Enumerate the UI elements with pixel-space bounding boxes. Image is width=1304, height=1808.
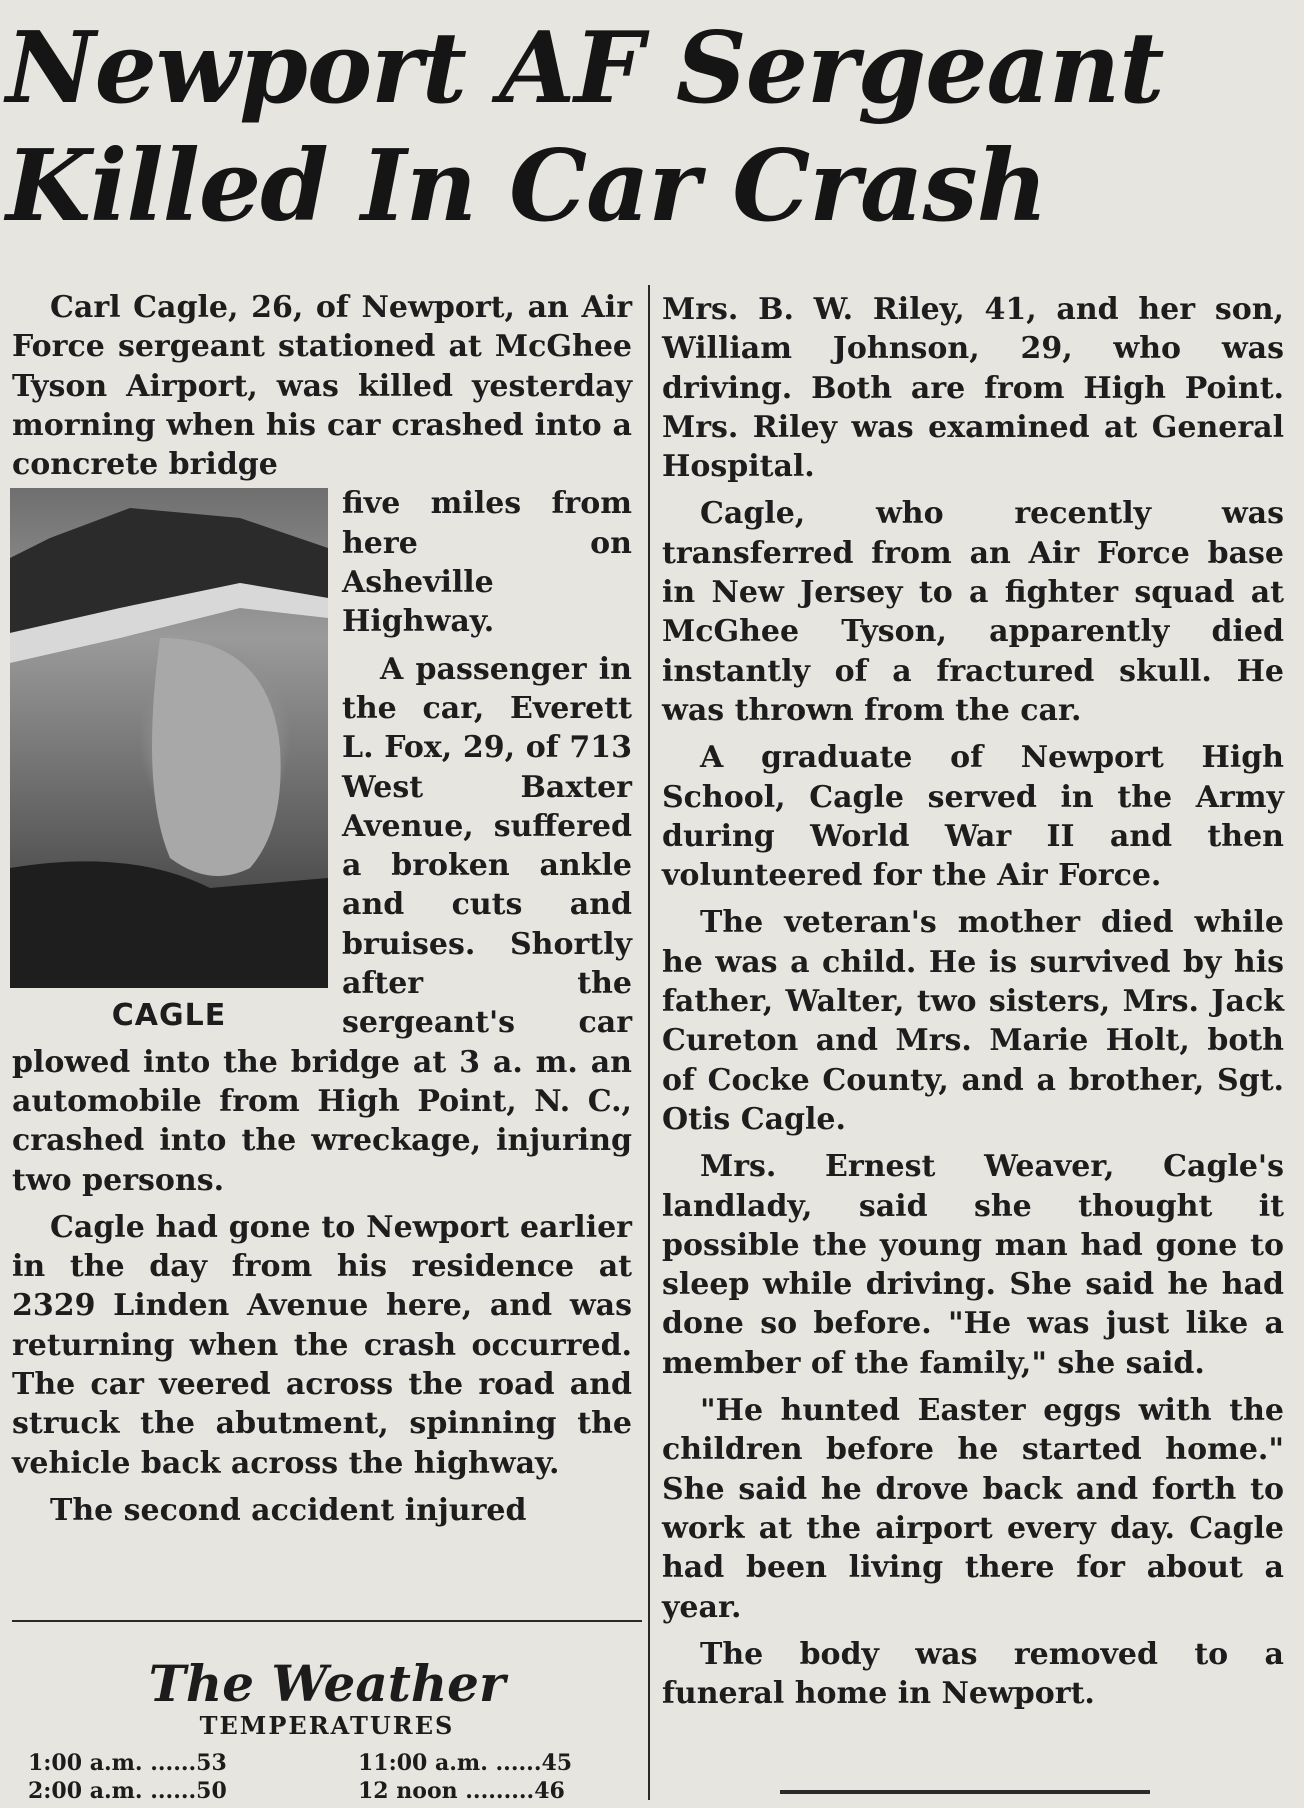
cagle-photo	[10, 488, 328, 1034]
column-divider	[648, 285, 650, 1800]
paragraph-passenger: A passenger in the car, Everett L. Fox, 29, of 713 West Baxter Avenue, suffered a broken ankle and cuts and bruises. Shortly after the sergeant's car plowed into the bridge at 3 a. m. an automobile from High Point, N. C., crashed into the wreckage, injuring two persons.	[12, 651, 632, 1198]
temp-row	[28, 1778, 227, 1805]
temp-row	[28, 1750, 227, 1777]
paragraph-family: The veteran's mother died while he was a child. He is survived by his father, Walter, two sisters, Mrs. Jack Cureton and Mrs. Marie Holt, both of Cocke County, and a brother, Sgt. Otis Cagle.	[662, 905, 1284, 1137]
weather-subtitle: TEMPERATURES	[199, 1711, 455, 1740]
temp-row	[358, 1750, 572, 1777]
temp-time: 2:00 a.m. ......	[28, 1778, 197, 1804]
left-column	[12, 288, 632, 1530]
photo-caption: CAGLE	[111, 998, 227, 1034]
temp-time: 11:00 a.m. ......	[358, 1750, 542, 1776]
weather-box	[12, 1620, 642, 1808]
headline-line-1: Newport AF Sergeant	[6, 11, 1164, 126]
portrait-image	[10, 488, 328, 988]
temp-time: 1:00 a.m. ......	[28, 1750, 197, 1776]
temp-value: 53	[196, 1750, 227, 1776]
temp-time: 12 noon .........	[358, 1778, 535, 1804]
bottom-rule	[780, 1790, 1150, 1794]
temp-value: 50	[196, 1778, 227, 1804]
paragraph-riley: Mrs. B. W. Riley, 41, and her son, William Johnson, 29, who was driving. Both are from High Point. Mrs. Riley was examined at General Hospital.	[662, 292, 1284, 485]
headline	[6, 10, 1296, 246]
paragraph-landlady: Mrs. Ernest Weaver, Cagle's landlady, said she thought it possible the young man had gone to sleep while driving. She said he had done so before. "He was just like a member of the family," she said.	[662, 1149, 1284, 1381]
weather-title: The Weather	[148, 1654, 506, 1713]
headline-line-2: Killed In Car Crash	[6, 129, 1047, 244]
paragraph-residence: Cagle had gone to Newport earlier in the day from his residence at 2329 Linden Avenue here, and was returning when the crash occurred. The car veered across the road and struck the abutment, spinning the vehicle back across the highway.	[12, 1209, 632, 1481]
temp-value: 45	[541, 1750, 573, 1776]
intro-text: Carl Cagle, 26, of Newport, an Air Force sergeant stationed at McGhee Tyson Airport, was killed yesterday morning when his car crashed into a concrete bridge	[12, 290, 632, 483]
paragraph-intro	[12, 288, 632, 484]
paragraph-funeral: The body was removed to a funeral home in Newport.	[662, 1636, 1284, 1712]
temp-row	[358, 1778, 565, 1805]
paragraph-second-accident: The second accident injured	[50, 1492, 527, 1528]
paragraph-transfer: Cagle, who recently was transferred from an Air Force base in New Jersey to a fighter squad at McGhee Tyson, apparently died instantly of a fractured skull. He was thrown from the car.	[662, 496, 1284, 728]
intro-cont-text: five miles from here on Asheville Highway.	[342, 486, 632, 640]
temp-value: 46	[534, 1778, 565, 1804]
paragraph-graduate: A graduate of Newport High School, Cagle served in the Army during World War II and then volunteered for the Air Force.	[662, 740, 1284, 894]
paragraph-easter: "He hunted Easter eggs with the children before he started home." She said he drove back and forth to work at the airport every day. Cagle had been living there for about a year.	[662, 1393, 1284, 1625]
right-column	[662, 290, 1284, 1713]
